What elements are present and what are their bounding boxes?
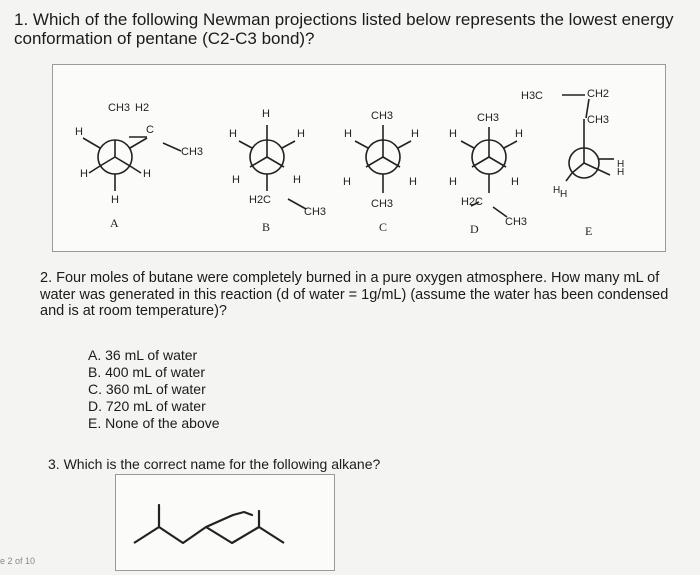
question-1-line1: 1. Which of the following Newman projections listed below represents the lowest energy [14,10,674,29]
newman-d-letter: D [470,222,479,236]
newman-a-ch3: CH3 [108,102,131,114]
newman-b-ch3: CH3 [304,206,327,218]
newman-b-h-lowleft: H [232,174,240,186]
newman-d-h-lowleft: H [449,176,457,188]
newman-e-h-b: H [560,189,568,200]
newman-d-h-right: H [515,128,523,140]
newman-a-h-left: H [75,126,83,138]
newman-a-c: C [146,124,154,136]
newman-d-h-lowright: H [511,176,519,188]
newman-e-h-d: H [617,167,625,178]
newman-c-h-right: H [411,128,419,140]
newman-a-h-lowright: H [143,168,151,180]
newman-e-h3c: H3C [521,90,544,102]
alkane-skeleton [134,505,284,543]
newman-e-letter: E [585,224,593,238]
newman-d-h2c: H2C [461,196,484,208]
newman-c-h-lowleft: H [343,176,351,188]
newman-d-ch3: CH3 [505,216,528,228]
newman-c-ch3-bottom: CH3 [371,198,394,210]
newman-b-h2c: H2C [249,194,272,206]
newman-projections-figure [52,64,666,252]
question-3-text: 3. Which is the correct name for the following alkane? [48,456,381,472]
newman-b-h-lowright: H [293,174,301,186]
newman-d-h-left: H [449,128,457,140]
newman-a-h-bottom: H [111,194,119,206]
choice-a[interactable]: A. 36 mL of water [88,347,198,363]
newman-e-ch3: CH3 [587,114,610,126]
newman-a-h2: H2 [135,102,150,114]
question-1 [14,10,684,48]
newman-b-letter: B [262,220,271,234]
newman-a-diagram [83,137,181,191]
newman-c-diagram [355,125,411,193]
question-1-line2: conformation of pentane (C2-C3 bond)? [14,29,315,48]
newman-b-h-left: H [229,128,237,140]
newman-c-h-lowright: H [409,176,417,188]
newman-d-ch3-top: CH3 [477,112,500,124]
page-indicator: e 2 of 10 [0,556,36,566]
newman-c-h-left: H [344,128,352,140]
newman-c-ch3-top: CH3 [371,110,394,122]
newman-a-h-lowleft: H [80,168,88,180]
newman-e-ch2: CH2 [587,88,610,100]
alkane-structure-figure [115,474,335,571]
newman-a-letter: A [110,216,119,230]
choice-b[interactable]: B. 400 mL of water [88,364,205,380]
newman-c-letter: C [379,220,388,234]
question-2-text: 2. Four moles of butane were completely burned in a pure oxygen atmosphere. How many mL of water was generated in this reaction (d of water = 1g/mL) (assume the water has been condensed and is at room temperature)? [40,270,669,319]
choice-d[interactable]: D. 720 mL of water [88,398,206,414]
newman-e-h-c: H [617,159,625,170]
newman-b-h-top: H [262,108,270,120]
question-2-choices [88,347,220,432]
newman-a-ch3b: CH3 [181,146,204,158]
newman-e-diagram [562,95,614,181]
newman-e-h-a: H [553,185,561,196]
choice-e[interactable]: E. None of the above [88,415,220,431]
newman-b-h-right: H [297,128,305,140]
choice-c[interactable]: C. 360 mL of water [88,381,206,397]
